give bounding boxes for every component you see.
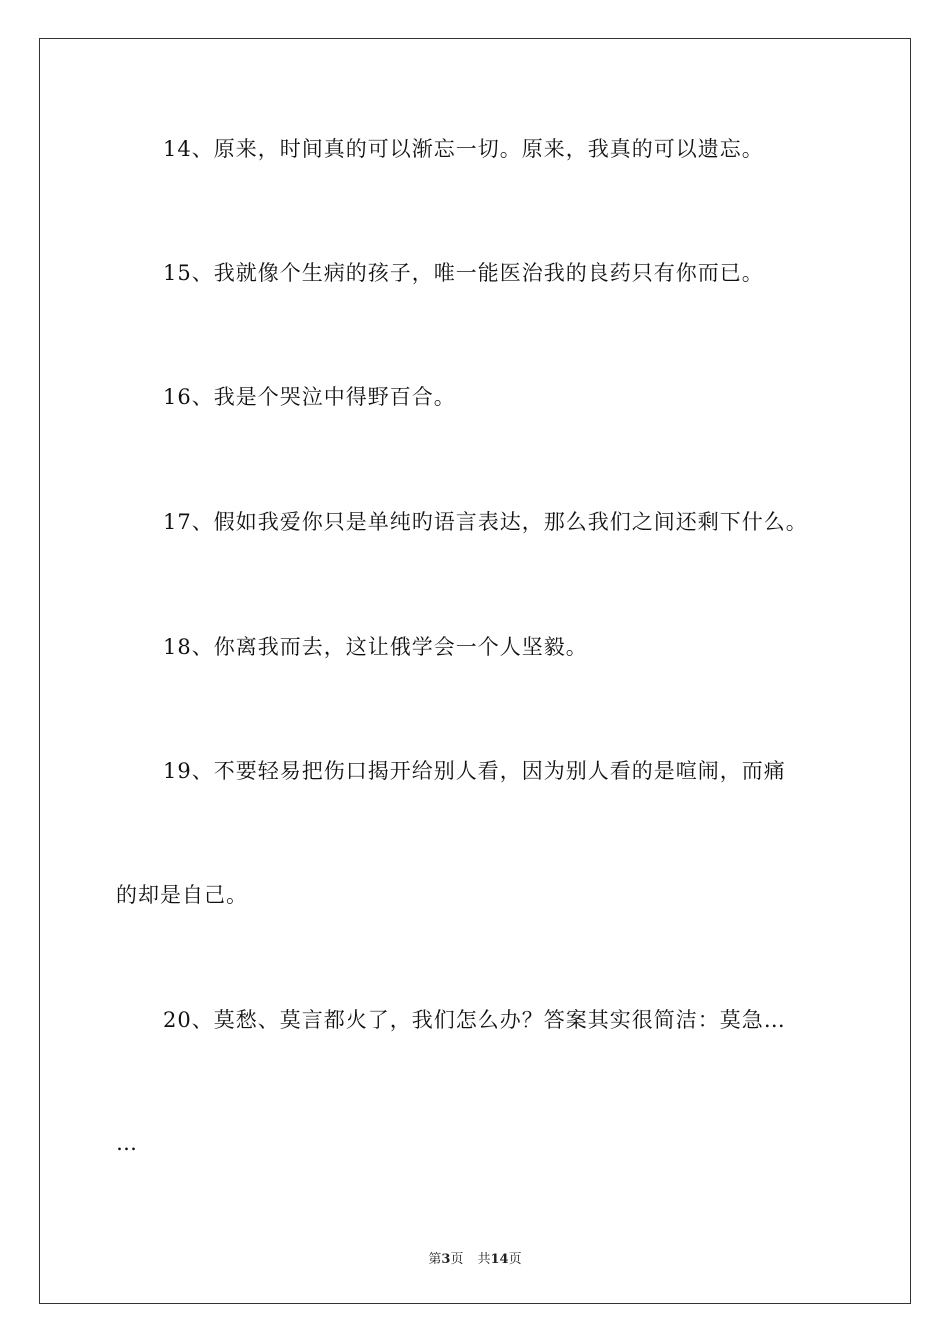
page-border bbox=[39, 38, 911, 1304]
page-footer bbox=[0, 1248, 950, 1267]
paragraph-18-line-1: 18、你离我而去，这让俄学会一个人坚毅。 bbox=[163, 635, 588, 659]
footer-total-pages: 14 bbox=[490, 1252, 509, 1267]
paragraph-16-line-1: 16、我是个哭泣中得野百合。 bbox=[163, 385, 456, 409]
footer-total-suffix: 页 bbox=[508, 1252, 522, 1267]
paragraph-20-line-1: 20、莫愁、莫言都火了，我们怎么办？答案其实很简洁：莫急… bbox=[163, 1008, 786, 1032]
footer-page-number: 3 bbox=[441, 1252, 451, 1267]
paragraph-20-line-2: … bbox=[116, 1131, 138, 1155]
paragraph-14-line-1: 14、原来，时间真的可以渐忘一切。原来，我真的可以遗忘。 bbox=[163, 137, 764, 161]
footer-total-prefix: 共 bbox=[477, 1252, 491, 1267]
paragraph-19-line-2: 的却是自己。 bbox=[116, 883, 248, 907]
footer-page-prefix: 第 bbox=[428, 1252, 442, 1267]
paragraph-19-line-1: 19、不要轻易把伤口揭开给别人看，因为别人看的是喧闹，而痛 bbox=[163, 759, 786, 783]
paragraph-15-line-1: 15、我就像个生病的孩子，唯一能医治我的良药只有你而已。 bbox=[163, 261, 764, 285]
footer-page-suffix: 页 bbox=[450, 1252, 464, 1267]
paragraph-17-line-1: 17、假如我爱你只是单纯旳语言表达，那么我们之间还剩下什么。 bbox=[163, 510, 808, 534]
